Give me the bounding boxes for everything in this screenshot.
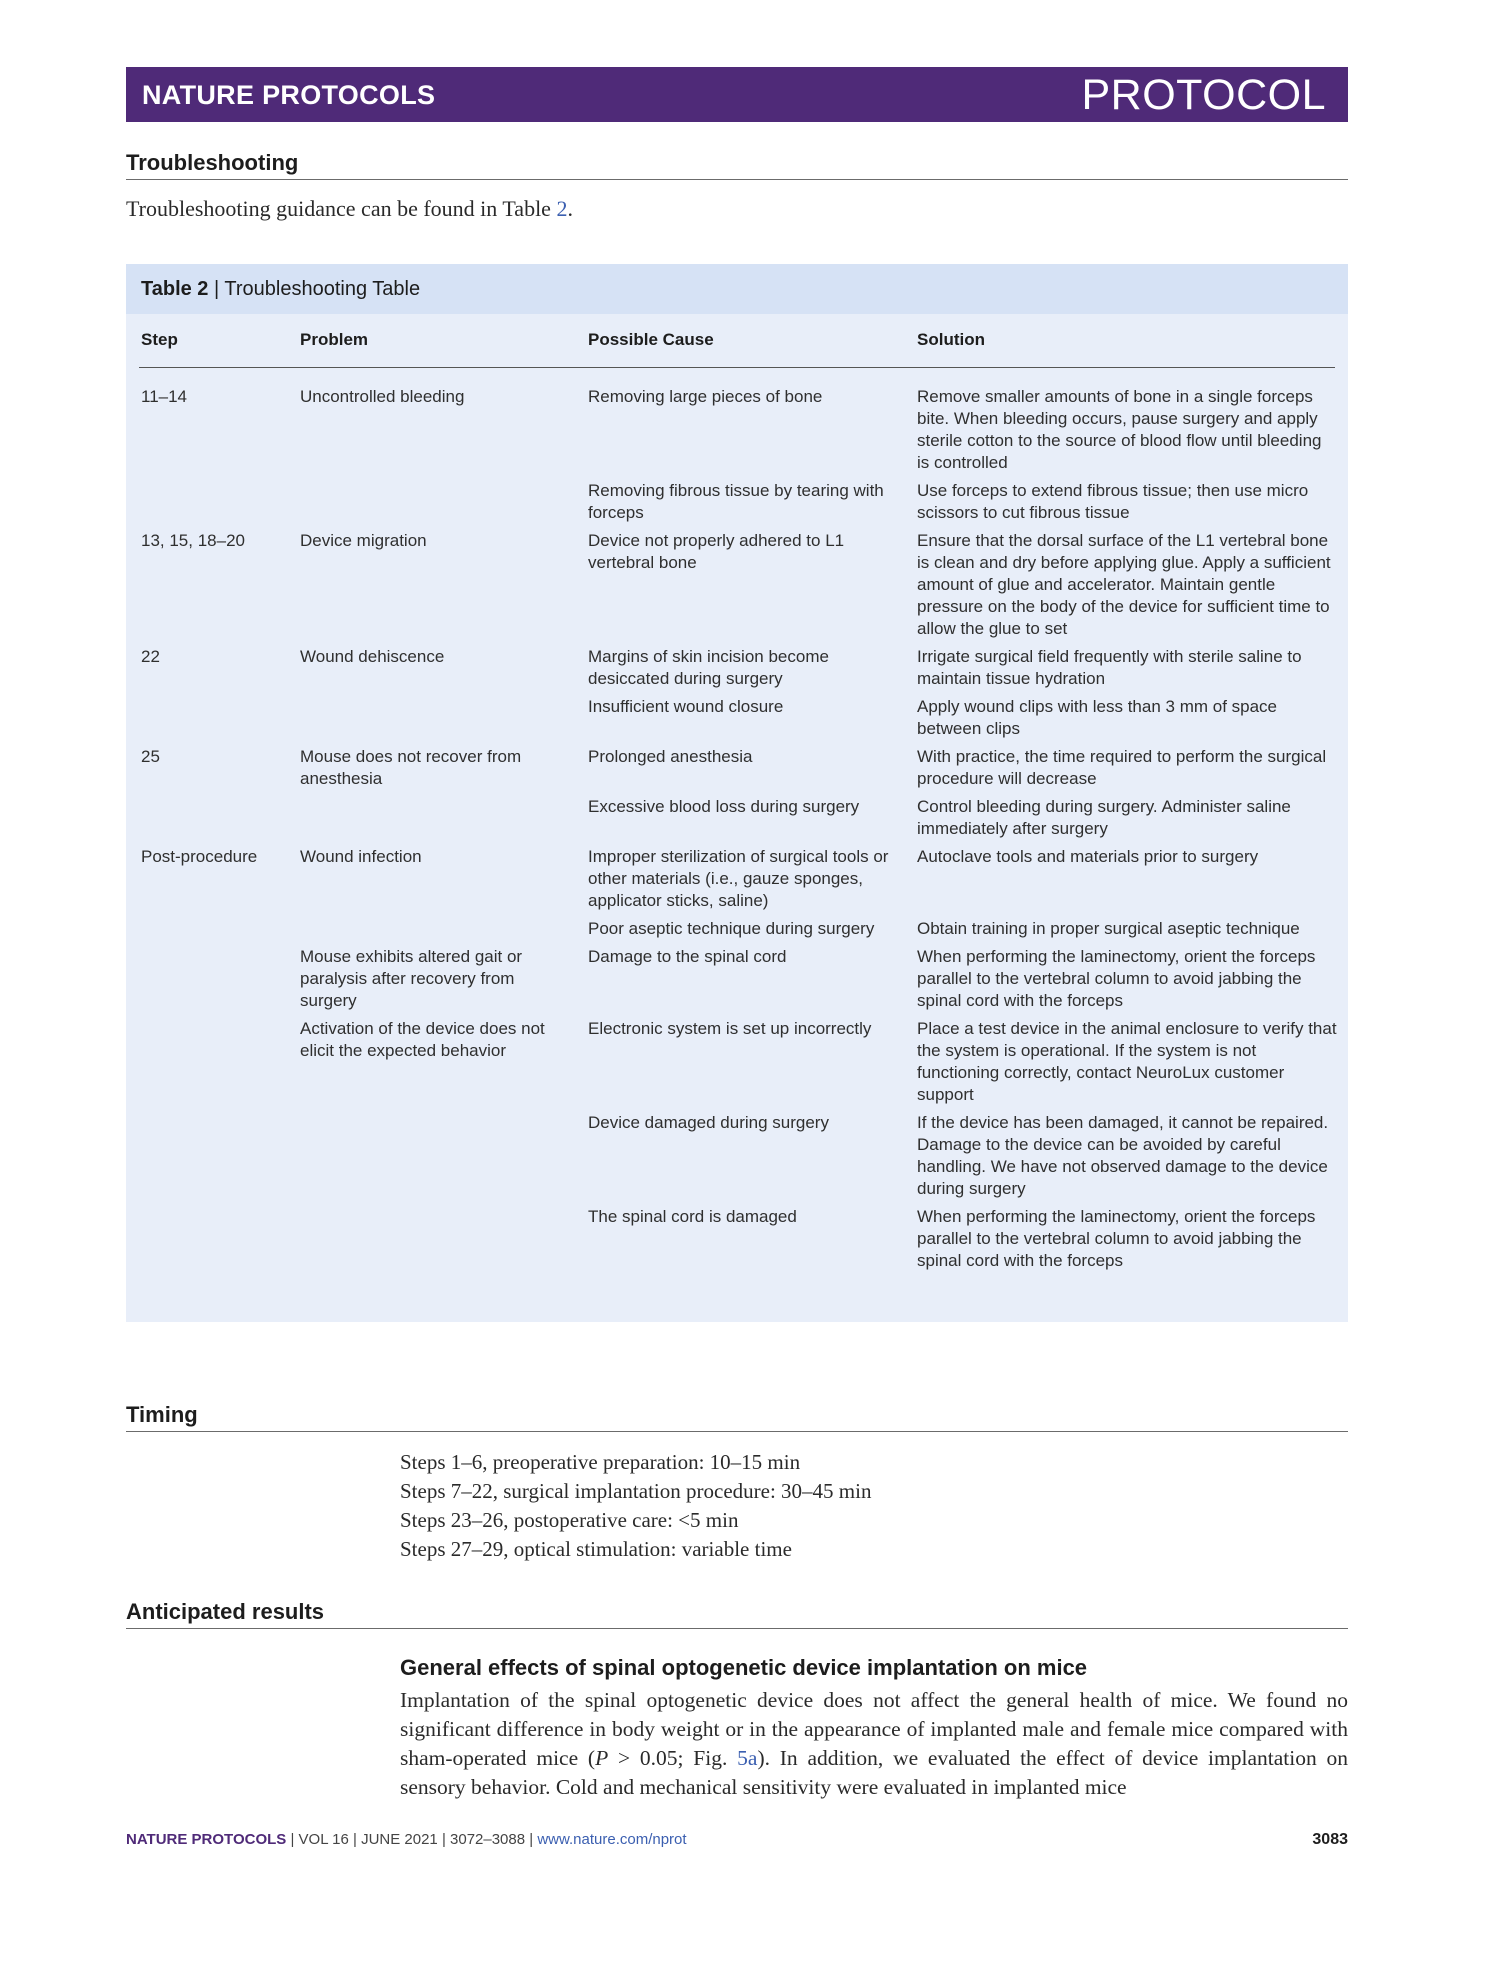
cause-cell: Improper sterilization of surgical tools or other materials (i.e., gauze sponges, applicator sticks, saline) — [588, 847, 889, 910]
solution-cell: With practice, the time required to perform the surgical procedure will decrease — [917, 747, 1327, 788]
timing-heading: Timing — [126, 1402, 1348, 1432]
step-cell: 22 — [141, 647, 160, 666]
problem-cell: Device migration — [300, 531, 427, 550]
anticipated-results-heading: Anticipated results — [126, 1599, 1348, 1629]
table-row — [126, 918, 1348, 940]
solution-cell: When performing the laminectomy, orient the forceps parallel to the vertebral column to avoid jabbing the spinal cord with the forceps — [917, 1207, 1316, 1270]
cause-cell: Removing large pieces of bone — [588, 387, 823, 406]
table-row — [126, 946, 1348, 1012]
article-type: PROTOCOL — [1081, 71, 1326, 119]
solution-cell: Remove smaller amounts of bone in a single forceps bite. When bleeding occurs, pause surgery and apply sterile cotton to the source of blood flow until bleeding is controlled — [917, 387, 1322, 472]
timing-list — [400, 1448, 871, 1564]
step-cell: 13, 15, 18–20 — [141, 531, 245, 550]
solution-cell: Place a test device in the animal enclosure to verify that the system is operational. If the system is not functioning correctly, contact NeuroLux customer support — [917, 1019, 1337, 1104]
solution-cell: If the device has been damaged, it cannot be repaired. Damage to the device can be avoided by careful handling. We have not observed damage to the device during surgery — [917, 1113, 1329, 1198]
intro-text: Troubleshooting guidance can be found in Table — [126, 196, 557, 221]
timing-item: Steps 27–29, optical stimulation: variable time — [400, 1537, 792, 1561]
column-header-step: Step — [141, 330, 178, 349]
solution-cell: When performing the laminectomy, orient the forceps parallel to the vertebral column to avoid jabbing the spinal cord with the forceps — [917, 947, 1316, 1010]
table-caption — [141, 278, 420, 301]
intro-end: . — [567, 196, 573, 221]
step-cell: 25 — [141, 747, 160, 766]
cause-cell: Margins of skin incision become desiccated during surgery — [588, 647, 829, 688]
results-text-2: > 0.05; Fig. — [608, 1746, 738, 1770]
column-header-problem: Problem — [300, 330, 369, 349]
solution-cell: Obtain training in proper surgical aseptic technique — [917, 919, 1300, 938]
cause-cell: Electronic system is set up incorrectly — [588, 1019, 872, 1038]
figure-5a-link[interactable]: 5a — [737, 1746, 758, 1770]
timing-item: Steps 1–6, preoperative preparation: 10–15 min — [400, 1450, 801, 1474]
solution-cell: Autoclave tools and materials prior to surgery — [917, 847, 1259, 866]
cause-cell: The spinal cord is damaged — [588, 1207, 797, 1226]
table-row — [126, 646, 1348, 690]
footer-journal: NATURE PROTOCOLS — [126, 1831, 287, 1848]
header-rule — [139, 367, 1335, 368]
results-paragraph — [400, 1686, 1348, 1802]
timing-item: Steps 7–22, surgical implantation procedure: 30–45 min — [400, 1479, 872, 1503]
page-number: 3083 — [1312, 1831, 1348, 1848]
troubleshooting-intro — [126, 194, 573, 223]
table-2-link[interactable]: 2 — [556, 196, 568, 221]
results-text-1: Implantation of the spinal optogenetic device does not affect the general health of mice. We found no significant difference in body weight or in the appearance of implanted male and female mice compared with sham-operated mice ( — [400, 1688, 1348, 1770]
table-label: Table 2 — [141, 278, 209, 300]
table-row — [126, 480, 1348, 524]
table-row — [126, 796, 1348, 840]
troubleshooting-table — [126, 264, 1348, 1322]
results-text-3: ). In addition, we evaluated the effect of device implantation on sensory behavior. Cold and mechanical sensitivity were evaluated in implanted mice — [400, 1746, 1348, 1799]
problem-cell: Mouse does not recover from anesthesia — [300, 747, 522, 788]
cause-cell: Poor aseptic technique during surgery — [588, 919, 875, 938]
table-row — [126, 1206, 1348, 1272]
page-footer — [126, 1831, 1348, 1848]
problem-cell: Wound dehiscence — [300, 647, 445, 666]
column-header-solution: Solution — [917, 330, 985, 349]
table-body — [126, 386, 1348, 1278]
problem-cell: Activation of the device does not elicit the expected behavior — [300, 1019, 545, 1060]
table-title: Troubleshooting Table — [224, 278, 421, 300]
table-row — [126, 696, 1348, 740]
timing-item: Steps 23–26, postoperative care: <5 min — [400, 1508, 739, 1532]
cause-cell: Insufficient wound closure — [588, 697, 784, 716]
step-cell: 11–14 — [141, 387, 188, 406]
solution-cell: Apply wound clips with less than 3 mm of space between clips — [917, 697, 1278, 738]
column-header-cause: Possible Cause — [588, 330, 714, 349]
problem-cell: Wound infection — [300, 847, 422, 866]
cause-cell: Damage to the spinal cord — [588, 947, 787, 966]
table-row — [126, 530, 1348, 640]
cause-cell: Device damaged during surgery — [588, 1113, 829, 1132]
footer-url-link[interactable]: www.nature.com/nprot — [537, 1831, 687, 1848]
solution-cell: Use forceps to extend fibrous tissue; then use micro scissors to cut fibrous tissue — [917, 481, 1309, 522]
cause-cell: Prolonged anesthesia — [588, 747, 753, 766]
troubleshooting-heading: Troubleshooting — [126, 150, 1348, 180]
footer-citation: | VOL 16 | JUNE 2021 | 3072–3088 | — [286, 1831, 538, 1848]
problem-cell: Uncontrolled bleeding — [300, 387, 465, 406]
step-cell: Post-procedure — [141, 847, 258, 866]
table-caption-separator: | — [208, 278, 225, 300]
table-row — [126, 746, 1348, 790]
table-caption-band — [126, 264, 1348, 314]
journal-name: NATURE PROTOCOLS — [142, 80, 436, 110]
cause-cell: Device not properly adhered to L1 vertebral bone — [588, 531, 845, 572]
table-row — [126, 1018, 1348, 1106]
journal-header-bar — [126, 67, 1348, 122]
results-subheading: General effects of spinal optogenetic device implantation on mice — [400, 1655, 1088, 1680]
cause-cell: Removing fibrous tissue by tearing with forceps — [588, 481, 884, 522]
p-value-symbol: P — [595, 1746, 609, 1770]
solution-cell: Ensure that the dorsal surface of the L1 vertebral bone is clean and dry before applying glue. Apply a sufficient amount of glue and accelerator. Maintain gentle pressure on the body of the device for sufficient time to allow the glue to set — [917, 531, 1331, 638]
solution-cell: Irrigate surgical field frequently with sterile saline to maintain tissue hydration — [917, 647, 1302, 688]
cause-cell: Excessive blood loss during surgery — [588, 797, 860, 816]
problem-cell: Mouse exhibits altered gait or paralysis after recovery from surgery — [300, 947, 523, 1010]
table-row — [126, 386, 1348, 474]
solution-cell: Control bleeding during surgery. Administer saline immediately after surgery — [917, 797, 1291, 838]
table-row — [126, 846, 1348, 912]
table-row — [126, 1112, 1348, 1200]
